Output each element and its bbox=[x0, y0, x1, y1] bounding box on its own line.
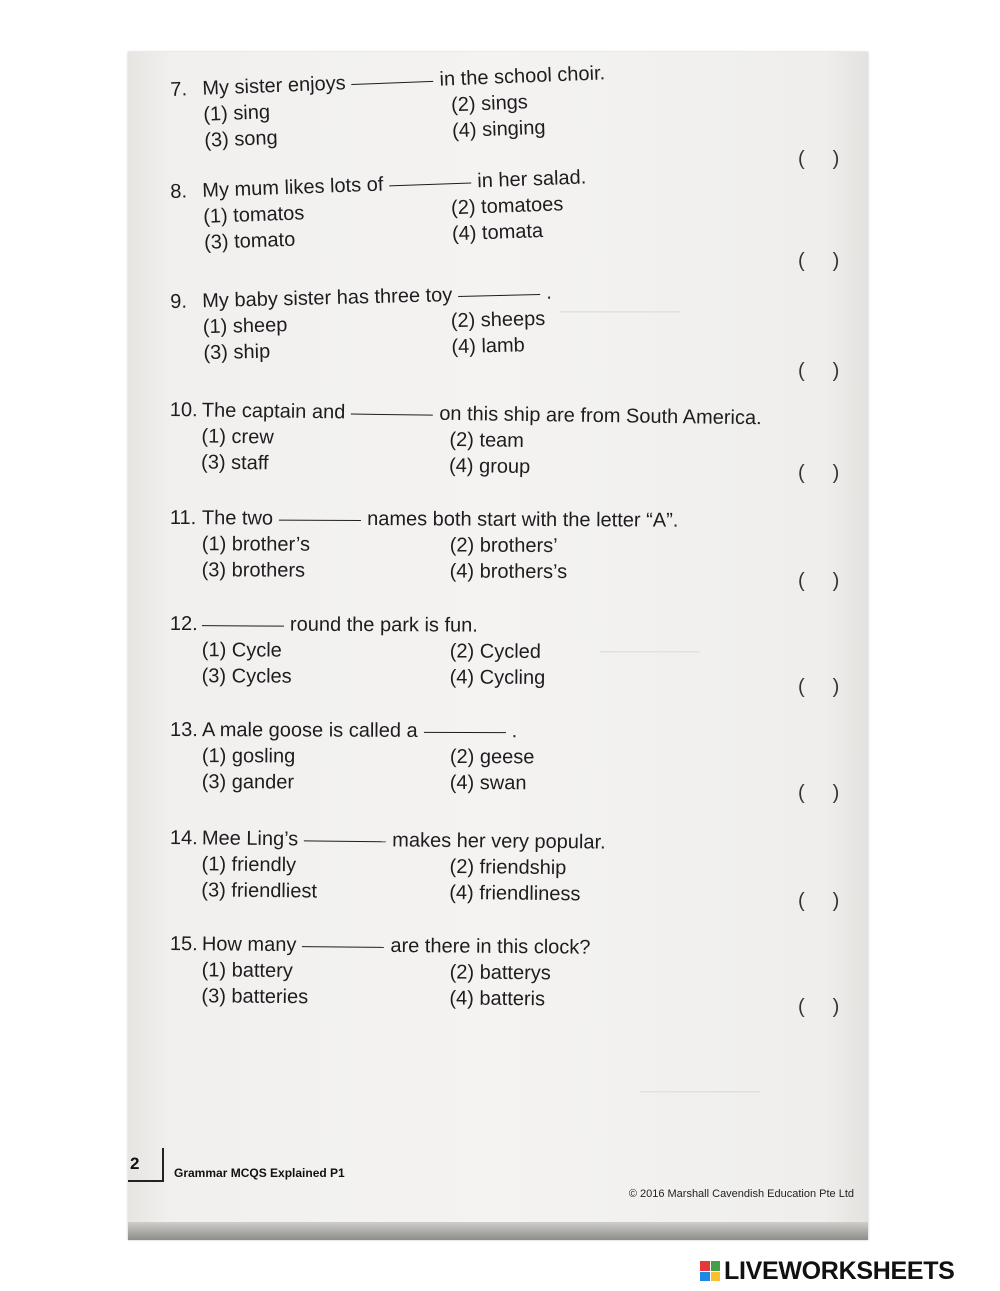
brand-icon-square bbox=[700, 1261, 710, 1271]
question-stem bbox=[170, 720, 517, 741]
question-text-end: in the school choir. bbox=[439, 62, 606, 91]
answer-option[interactable]: (4) brothers’s bbox=[449, 560, 568, 584]
bracket-open: ( bbox=[798, 570, 805, 592]
bracket-open: ( bbox=[798, 360, 805, 382]
answer-option[interactable]: (2) friendship bbox=[449, 855, 567, 880]
brand-icon-square bbox=[700, 1272, 710, 1282]
liveworksheets-icon bbox=[700, 1261, 720, 1281]
answer-option[interactable]: (1) tomatos bbox=[202, 202, 305, 228]
question-text: A male goose is called a bbox=[201, 719, 418, 742]
bracket-open: ( bbox=[798, 676, 805, 698]
question-number: 8. bbox=[169, 180, 188, 203]
question-text: My mum likes lots of bbox=[201, 173, 384, 202]
answer-option[interactable]: (2) Cycled bbox=[449, 640, 542, 663]
question-text: The two bbox=[201, 507, 274, 530]
bracket-open: ( bbox=[798, 890, 805, 912]
question-text-end: in her salad. bbox=[476, 166, 587, 193]
answer-option[interactable]: (3) staff bbox=[200, 451, 269, 475]
question-number: 15. bbox=[169, 933, 198, 956]
answer-option[interactable]: (1) battery bbox=[201, 959, 293, 983]
answer-blank[interactable] bbox=[424, 732, 506, 733]
question-text-end: . bbox=[511, 720, 518, 743]
answer-option[interactable]: (1) friendly bbox=[201, 853, 297, 877]
answer-option[interactable]: (3) friendliest bbox=[201, 879, 318, 903]
question-text: The captain and bbox=[201, 399, 346, 424]
copyright-notice: © 2016 Marshall Cavendish Education Pte Ltd bbox=[628, 1188, 854, 1200]
question-text-end: makes her very popular. bbox=[392, 829, 606, 854]
question-text: My baby sister has three toy bbox=[201, 284, 453, 313]
bracket-open: ( bbox=[798, 250, 805, 272]
question-text-end: are there in this clock? bbox=[390, 934, 591, 959]
bracket-close: ) bbox=[832, 996, 840, 1018]
question-14 bbox=[169, 828, 860, 935]
answer-blank[interactable] bbox=[302, 946, 384, 948]
answer-option[interactable]: (1) sheep bbox=[202, 314, 288, 339]
bracket-open: ( bbox=[798, 996, 805, 1018]
question-text: My sister enjoys bbox=[201, 72, 347, 100]
question-13 bbox=[170, 720, 860, 822]
question-stem bbox=[170, 828, 606, 853]
question-text-end: . bbox=[545, 281, 553, 304]
answer-blank[interactable] bbox=[279, 520, 361, 521]
question-number: 14. bbox=[169, 827, 198, 850]
show-through-decoration: ————— bbox=[600, 640, 700, 662]
answer-option[interactable]: (3) ship bbox=[203, 340, 271, 365]
answer-option[interactable]: (1) gosling bbox=[201, 745, 296, 768]
question-text-end: names both start with the letter “A”. bbox=[367, 508, 679, 532]
answer-bracket[interactable] bbox=[798, 996, 839, 1019]
answer-option[interactable]: (4) singing bbox=[451, 116, 546, 143]
show-through-decoration: —————— bbox=[560, 300, 680, 322]
brand-icon-square bbox=[711, 1272, 721, 1282]
question-stem bbox=[170, 934, 591, 958]
bracket-open: ( bbox=[798, 148, 805, 170]
book-title: Grammar MCQS Explained P1 bbox=[174, 1166, 345, 1180]
question-10 bbox=[169, 400, 860, 510]
answer-bracket[interactable] bbox=[798, 250, 839, 273]
answer-option[interactable]: (3) batteries bbox=[201, 985, 309, 1009]
answer-option[interactable]: (4) tomata bbox=[451, 220, 544, 246]
bracket-close: ) bbox=[832, 360, 840, 382]
answer-option[interactable]: (4) friendliness bbox=[449, 881, 581, 906]
brand-icon-square bbox=[711, 1261, 721, 1271]
question-text-end: on this ship are from South America. bbox=[439, 402, 762, 430]
answer-option[interactable]: (2) tomatoes bbox=[450, 193, 564, 220]
bracket-close: ) bbox=[832, 782, 840, 804]
brand-name: LIVEWORKSHEETS bbox=[724, 1256, 955, 1285]
answer-option[interactable]: (3) song bbox=[203, 126, 279, 152]
answer-option[interactable]: (1) brother’s bbox=[201, 533, 311, 556]
answer-blank[interactable] bbox=[351, 414, 433, 416]
bracket-close: ) bbox=[832, 250, 840, 272]
answer-option[interactable]: (1) Cycle bbox=[201, 639, 282, 662]
show-through-decoration: —————— bbox=[640, 1080, 760, 1102]
answer-option[interactable]: (4) swan bbox=[449, 771, 527, 795]
bracket-close: ) bbox=[832, 676, 840, 698]
answer-option[interactable]: (2) batterys bbox=[449, 961, 551, 985]
question-number: 11. bbox=[169, 507, 197, 530]
question-12 bbox=[169, 614, 860, 718]
answer-bracket[interactable] bbox=[798, 360, 839, 383]
answer-option[interactable]: (2) sheeps bbox=[450, 307, 546, 333]
answer-option[interactable]: (3) Cycles bbox=[201, 665, 292, 688]
answer-blank[interactable] bbox=[202, 625, 284, 626]
question-stem bbox=[170, 508, 679, 531]
question-number: 12. bbox=[169, 613, 198, 636]
question-number: 7. bbox=[169, 78, 188, 101]
answer-option[interactable]: (4) batteris bbox=[449, 987, 546, 1011]
page-number: 2 bbox=[128, 1148, 164, 1182]
answer-option[interactable]: (1) sing bbox=[202, 101, 271, 126]
bracket-open: ( bbox=[798, 462, 805, 484]
answer-option[interactable]: (3) gander bbox=[201, 771, 295, 794]
question-15 bbox=[169, 934, 860, 1040]
answer-bracket[interactable] bbox=[798, 782, 839, 805]
answer-blank[interactable] bbox=[352, 81, 434, 85]
answer-option[interactable]: (2) team bbox=[449, 428, 525, 452]
question-number: 10. bbox=[169, 399, 198, 422]
answer-blank[interactable] bbox=[389, 182, 471, 186]
answer-option[interactable]: (3) brothers bbox=[201, 559, 306, 582]
question-11 bbox=[169, 508, 860, 612]
bracket-close: ) bbox=[832, 890, 840, 912]
question-text: Mee Ling’s bbox=[201, 827, 299, 851]
answer-bracket[interactable] bbox=[798, 890, 839, 913]
answer-option[interactable]: (4) group bbox=[448, 454, 531, 479]
answer-option[interactable]: (4) lamb bbox=[451, 334, 526, 359]
answer-bracket[interactable] bbox=[798, 462, 839, 485]
answer-option[interactable]: (2) brothers’ bbox=[449, 534, 558, 558]
question-9 bbox=[170, 275, 862, 392]
liveworksheets-logo[interactable] bbox=[700, 1258, 955, 1284]
answer-blank[interactable] bbox=[304, 840, 386, 842]
bracket-close: ) bbox=[832, 148, 840, 170]
answer-option[interactable]: (3) tomato bbox=[203, 228, 296, 254]
question-number: 9. bbox=[169, 290, 188, 313]
question-text-end: round the park is fun. bbox=[289, 613, 478, 637]
answer-bracket[interactable] bbox=[798, 570, 839, 593]
question-text: How many bbox=[201, 933, 297, 957]
answer-option[interactable]: (1) crew bbox=[201, 425, 274, 449]
page-edge-shadow bbox=[128, 1222, 868, 1240]
bracket-open: ( bbox=[798, 782, 805, 804]
bracket-close: ) bbox=[832, 570, 840, 592]
answer-option[interactable]: (2) sings bbox=[450, 91, 529, 117]
answer-option[interactable]: (4) Cycling bbox=[449, 666, 546, 689]
answer-option[interactable]: (2) geese bbox=[449, 745, 535, 769]
answer-bracket[interactable] bbox=[798, 676, 839, 699]
question-stem bbox=[170, 614, 478, 636]
answer-blank[interactable] bbox=[458, 294, 540, 297]
question-number: 13. bbox=[169, 719, 198, 742]
bracket-close: ) bbox=[832, 462, 840, 484]
